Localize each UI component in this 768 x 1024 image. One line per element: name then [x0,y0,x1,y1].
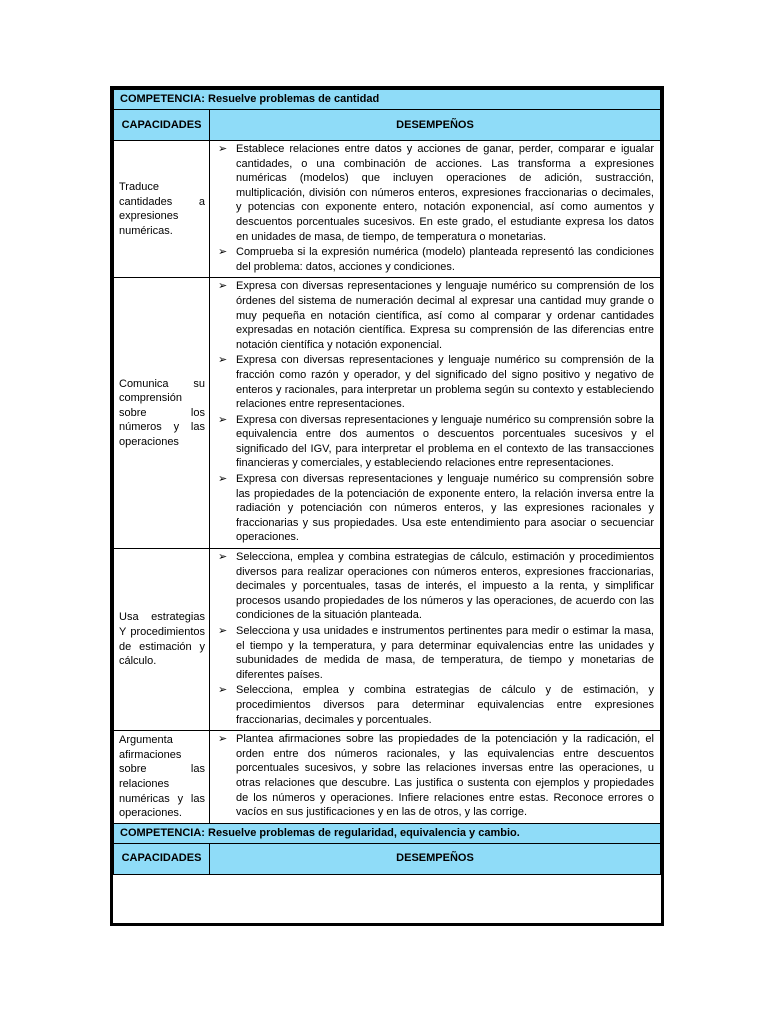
desempenos-header: DESEMPEÑOS [210,110,661,141]
arrow-bullet-icon: ➢ [218,625,228,637]
capacidad-row [114,141,661,278]
desempeno-item [214,550,654,623]
desempeno-item [214,472,654,545]
header-row [114,110,661,141]
arrow-bullet-icon: ➢ [218,551,228,564]
desempeno-text: Selecciona y usa unidades e instrumentos pertinentes para medir o estimar la masa, el tiempo y la temperatura, y para determinar equivalencias entre las unidades y subunidades de medida de masa, de temperatura, de tiempo y monetarias de diferentes países. [236,625,654,681]
competencia-title-2: Resuelve problemas de regularidad, equivalencia y cambio. [208,826,520,839]
arrow-bullet-icon: ➢ [218,246,228,259]
capacidad-cell: Usa estrategias Y procedimientos de estimación y cálculo. [114,549,210,731]
desempeno-text: Expresa con diversas representaciones y lenguaje numérico su comprensión de la fracción como razón y operador, y del significado del signo positivo y negativo de enteros y racionales, para interpretar un problema según su contexto y estableciendo relaciones entre representaciones. [236,354,654,411]
desempeno-text: Expresa con diversas representaciones y lenguaje numérico su comprensión sobre la equivalencia entre dos aumentos o descuentos porcentuales sucesivos y el significado del IGV, para interpretar el problema en el contexto de las transacciones financieras y comerciales, y estableciendo relaciones entre representaciones. [236,413,654,470]
desempenos-cell [210,549,661,731]
desempeno-text: Comprueba si la expresión numérica (modelo) planteada representó las condiciones del problema: datos, acciones y condiciones. [236,246,654,273]
arrow-bullet-icon: ➢ [218,473,228,486]
desempeno-item [214,413,654,471]
desempeno-item [214,245,654,274]
desempeno-item [214,353,654,411]
competencia-row-2 [114,823,661,843]
desempenos-list [214,550,654,727]
capacidad-row [114,549,661,731]
capacidad-row [114,278,661,549]
desempenos-cell [210,731,661,824]
competencias-table [113,89,661,875]
desempenos-list [214,142,654,274]
competencia-cell [114,90,661,110]
capacidades-header-2: CAPACIDADES [114,843,210,874]
desempeno-item [214,624,654,682]
arrow-bullet-icon: ➢ [218,413,228,426]
desempeno-text: Selecciona, emplea y combina estrategias de cálculo, estimación y procedimientos diversos para realizar operaciones con números enteros, expresiones fraccionarias, decimales y porcentuales, tasas de interés, el impuesto a la renta, y simplificar procesos usando propiedades de los números y las operaciones, de acuerdo con las condiciones de la situación planteada. [236,551,654,622]
arrow-bullet-icon: ➢ [218,280,228,293]
capacidades-header: CAPACIDADES [114,110,210,141]
desempeno-text: Establece relaciones entre datos y acciones de ganar, perder, comparar e igualar cantidades, o una combinación de acciones. Las transforma a expresiones numéricas (modelos) que incluyen operaciones de adición, sustracción, multiplicación, división con números enteros, expresiones fraccionarias o decimales, y potencias con exponente entero, notación exponencial, así como aumentos y descuentos porcentuales sucesivos. En este grado, el estudiante expresa los datos en unidades de masa, de tiempo, de temperatura o monetarias. [236,143,654,243]
competencia-label-2: COMPETENCIA: [120,826,205,839]
desempenos-cell [210,278,661,549]
desempeno-text: Expresa con diversas representaciones y lenguaje numérico su comprensión sobre las propiedades de la potenciación de exponente entero, la relación inversa entre la radiación y potenciación con números enteros, y las expresiones racionales y fraccionarias y sus propiedades. Usa este entendimiento para asociar o secuenciar operaciones. [236,473,654,544]
desempeno-item [214,142,654,244]
desempeno-item [214,732,654,820]
capacidad-cell: Comunica su comprensión sobre los números y las operaciones [114,278,210,549]
arrow-bullet-icon: ➢ [218,143,228,155]
desempeno-text: Selecciona, emplea y combina estrategias de cálculo y de estimación, y procedimientos diversos para determinar equivalencias entre expresiones fraccionarias, decimales y porcentuales. [236,684,654,726]
arrow-bullet-icon: ➢ [218,354,228,367]
desempeno-item [214,683,654,727]
arrow-bullet-icon: ➢ [218,684,228,697]
desempeno-text: Expresa con diversas representaciones y lenguaje numérico su comprensión de los órdenes del sistema de numeración decimal al expresar una cantidad muy grande o muy pequeña en notación científica, así como al comparar y ordenar cantidades expresadas en notación científica. Expresa su comprensión de las diferencias entre notación científica y notación exponencial. [236,280,654,351]
desempeno-item [214,279,654,352]
competencia-cell-2 [114,823,661,843]
competencias-table-frame [110,86,664,926]
desempenos-list [214,279,654,545]
arrow-bullet-icon: ➢ [218,733,228,746]
competencia-row [114,90,661,110]
capacidad-cell: Argumenta afirmaciones sobre las relaciones numéricas y las operaciones. [114,731,210,824]
header-row-2 [114,843,661,874]
competencia-label: COMPETENCIA: [120,93,205,106]
desempenos-cell [210,141,661,278]
desempeno-text: Plantea afirmaciones sobre las propiedades de la potenciación y la radicación, el orden entre dos números racionales, y las equivalencias entre descuentos porcentuales sucesivos, y sobre las relaciones inversas entre las operaciones, u otras relaciones que descubre. Las justifica o sustenta con ejemplos y propiedades de los números y operaciones. Infiere relaciones entre estas. Reconoce errores o vacíos en sus justificaciones y en las de otros, y las corrige. [236,733,654,819]
capacidad-row [114,731,661,824]
competencia-title: Resuelve problemas de cantidad [208,93,380,106]
desempenos-list [214,732,654,820]
capacidad-cell: Traduce cantidades a expresiones numéricas. [114,141,210,278]
desempenos-header-2: DESEMPEÑOS [210,843,661,874]
